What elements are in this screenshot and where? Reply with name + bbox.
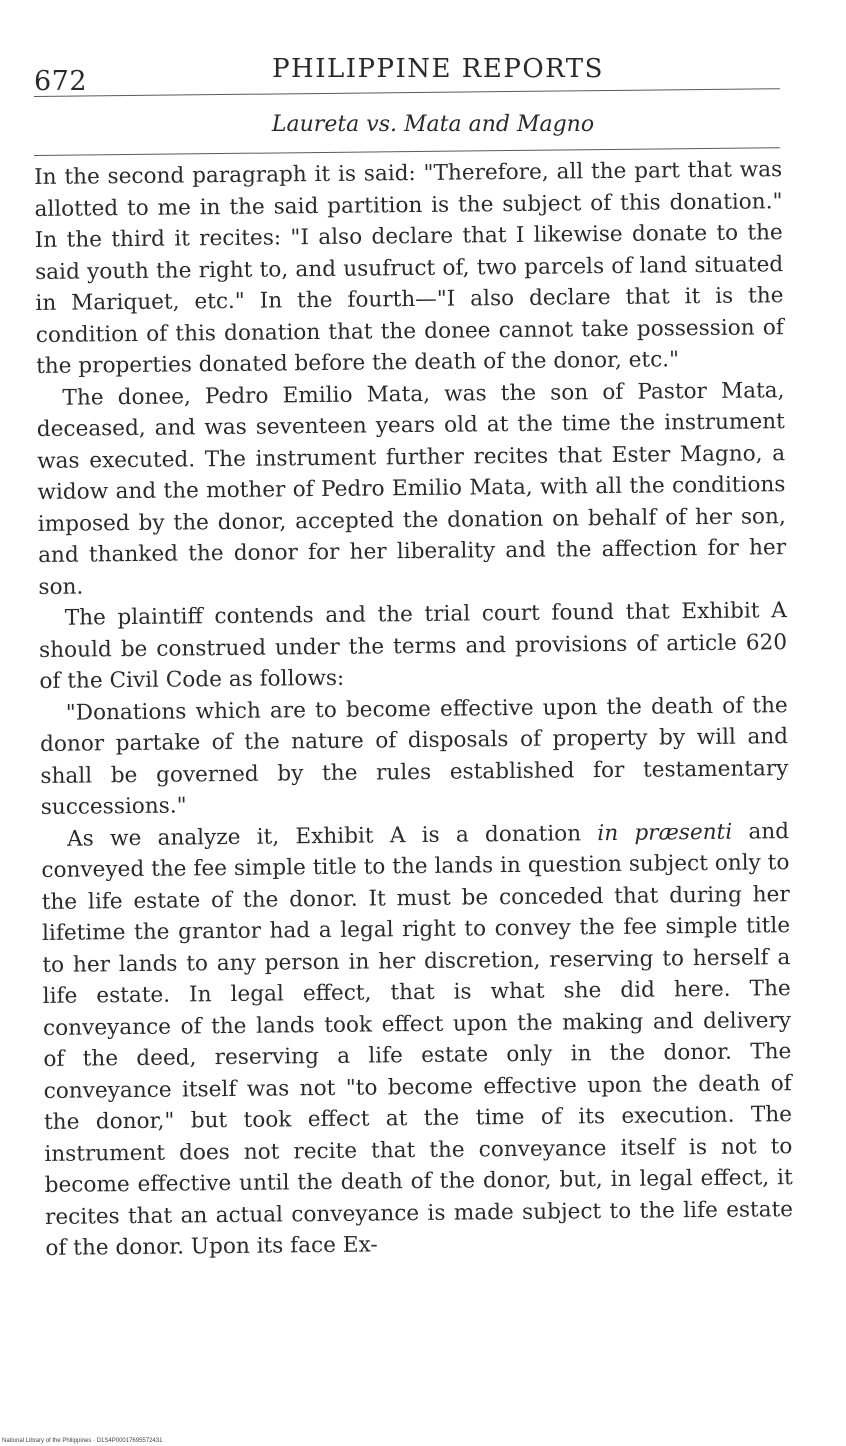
header-rule-top xyxy=(34,88,780,97)
paragraph-5 xyxy=(41,816,794,1265)
running-title: PHILIPPINE REPORTS xyxy=(272,54,604,84)
case-title: Laureta vs. Mata and Magno xyxy=(271,112,595,137)
paragraph-3: The plaintiff contends and the trial court found that Exhibit A should be construed under the terms and provisions of article 620 of the Civil Code as follows: xyxy=(38,598,788,694)
paragraph-5-part-1: As we analyze it, Exhibit A is a donation xyxy=(66,820,598,852)
paragraph-1: In the second paragraph it is said: "Therefore, all the part that was allotted to me in the said partition is the subject of this donation." In the third it recites: "I also declare that I likewise donate to the said youth the right to, and usufruct of, two parcels of land situated in Mariquet, etc." In the fourth—"I also declare that it is the condition of this donation that the donee cannot take possession of the properties donated before the death of the donor, etc." xyxy=(34,157,784,379)
paragraph-2: The donee, Pedro Emilio Mata, was the son of Pastor Mata, deceased, and was seventeen years old at the time the instrument was executed. The instrument further recites that Ester Magno, a widow and the mother of Pedro Emilio Mata, with all the conditions imposed by the donor, accepted the donation on behalf of her son, and thanked the donor for her liberality and the affection for her son. xyxy=(36,377,787,600)
body-text xyxy=(34,154,794,1264)
paragraph-5-latin-term: in præsenti xyxy=(597,819,733,846)
paragraph-5-part-2: and conveyed the fee simple title to the lands in question subject only to the life estate of the donor. It must be conceded that during her lifetime the grantor had a legal right to convey the fee simple title to her lands to any person in her discretion, reserving to herself a life estate. In legal effect, that is what she did here. The conveyance of the lands took effect upon the making and delivery of the deed, reserving a life estate only in the donor. The conveyance itself was not "to become effective upon the death of the donor," but took effect at the time of its execution. The instrument does not recite that the conveyance itself is not to become effective until the death of the donor, but, in legal effect, it recites that an actual conveyance is made subject to the life estate of the donor. Upon its face Ex- xyxy=(41,818,794,1261)
paragraph-4-quotation: "Donations which are to become effective upon the death of the donor partake of the nature of disposals of property by will and shall be governed by the rules established for testamentary successions." xyxy=(39,692,789,820)
page-number: 672 xyxy=(34,66,88,97)
scan-credit: National Library of the Philippines · D1S4P00017695572431 xyxy=(2,1438,163,1444)
